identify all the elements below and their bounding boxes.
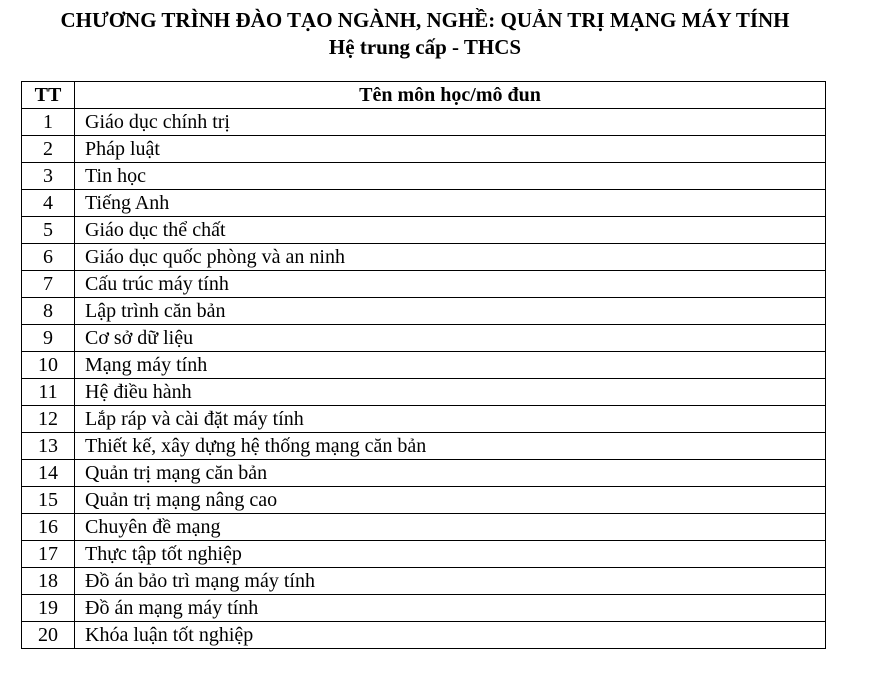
table-row	[22, 406, 826, 433]
table-row	[22, 109, 826, 136]
table-row	[22, 514, 826, 541]
subject-name: Cơ sở dữ liệu	[75, 325, 826, 352]
row-number: 20	[22, 622, 75, 649]
subject-name: Pháp luật	[75, 136, 826, 163]
table-row	[22, 568, 826, 595]
table-row	[22, 595, 826, 622]
table-row	[22, 217, 826, 244]
subject-name: Giáo dục chính trị	[75, 109, 826, 136]
table-header-row	[22, 82, 826, 109]
curriculum-table	[21, 81, 826, 649]
row-number: 10	[22, 352, 75, 379]
table-row	[22, 487, 826, 514]
subject-name: Giáo dục quốc phòng và an ninh	[75, 244, 826, 271]
subject-name: Giáo dục thể chất	[75, 217, 826, 244]
subject-name: Thực tập tốt nghiệp	[75, 541, 826, 568]
table-row	[22, 271, 826, 298]
table-row	[22, 190, 826, 217]
row-number: 18	[22, 568, 75, 595]
table-row	[22, 163, 826, 190]
column-header-subject-name: Tên môn học/mô đun	[75, 82, 826, 109]
table-row	[22, 622, 826, 649]
table-row	[22, 433, 826, 460]
row-number: 1	[22, 109, 75, 136]
row-number: 7	[22, 271, 75, 298]
table-row	[22, 244, 826, 271]
row-number: 5	[22, 217, 75, 244]
row-number: 14	[22, 460, 75, 487]
row-number: 17	[22, 541, 75, 568]
row-number: 19	[22, 595, 75, 622]
subject-name: Mạng máy tính	[75, 352, 826, 379]
row-number: 9	[22, 325, 75, 352]
row-number: 4	[22, 190, 75, 217]
row-number: 16	[22, 514, 75, 541]
column-header-tt: TT	[22, 82, 75, 109]
subject-name: Cấu trúc máy tính	[75, 271, 826, 298]
row-number: 11	[22, 379, 75, 406]
subject-name: Quản trị mạng nâng cao	[75, 487, 826, 514]
subject-name: Lắp ráp và cài đặt máy tính	[75, 406, 826, 433]
row-number: 6	[22, 244, 75, 271]
subject-name: Khóa luận tốt nghiệp	[75, 622, 826, 649]
row-number: 12	[22, 406, 75, 433]
table-row	[22, 379, 826, 406]
table-row	[22, 298, 826, 325]
page-title: CHƯƠNG TRÌNH ĐÀO TẠO NGÀNH, NGHỀ: QUẢN TRỊ MẠNG MÁY TÍNH	[60, 8, 790, 32]
subject-name: Đồ án mạng máy tính	[75, 595, 826, 622]
table-row	[22, 541, 826, 568]
subject-name: Hệ điều hành	[75, 379, 826, 406]
row-number: 15	[22, 487, 75, 514]
table-body	[22, 109, 826, 649]
subject-name: Thiết kế, xây dựng hệ thống mạng căn bản	[75, 433, 826, 460]
table-row	[22, 352, 826, 379]
row-number: 8	[22, 298, 75, 325]
row-number: 13	[22, 433, 75, 460]
subject-name: Đồ án bảo trì mạng máy tính	[75, 568, 826, 595]
subject-name: Chuyên đề mạng	[75, 514, 826, 541]
subject-name: Tiếng Anh	[75, 190, 826, 217]
table-row	[22, 460, 826, 487]
page-subtitle: Hệ trung cấp - THCS	[328, 35, 522, 59]
table-row	[22, 136, 826, 163]
row-number: 3	[22, 163, 75, 190]
subject-name: Lập trình căn bản	[75, 298, 826, 325]
row-number: 2	[22, 136, 75, 163]
subject-name: Tin học	[75, 163, 826, 190]
subject-name: Quản trị mạng căn bản	[75, 460, 826, 487]
table-row	[22, 325, 826, 352]
